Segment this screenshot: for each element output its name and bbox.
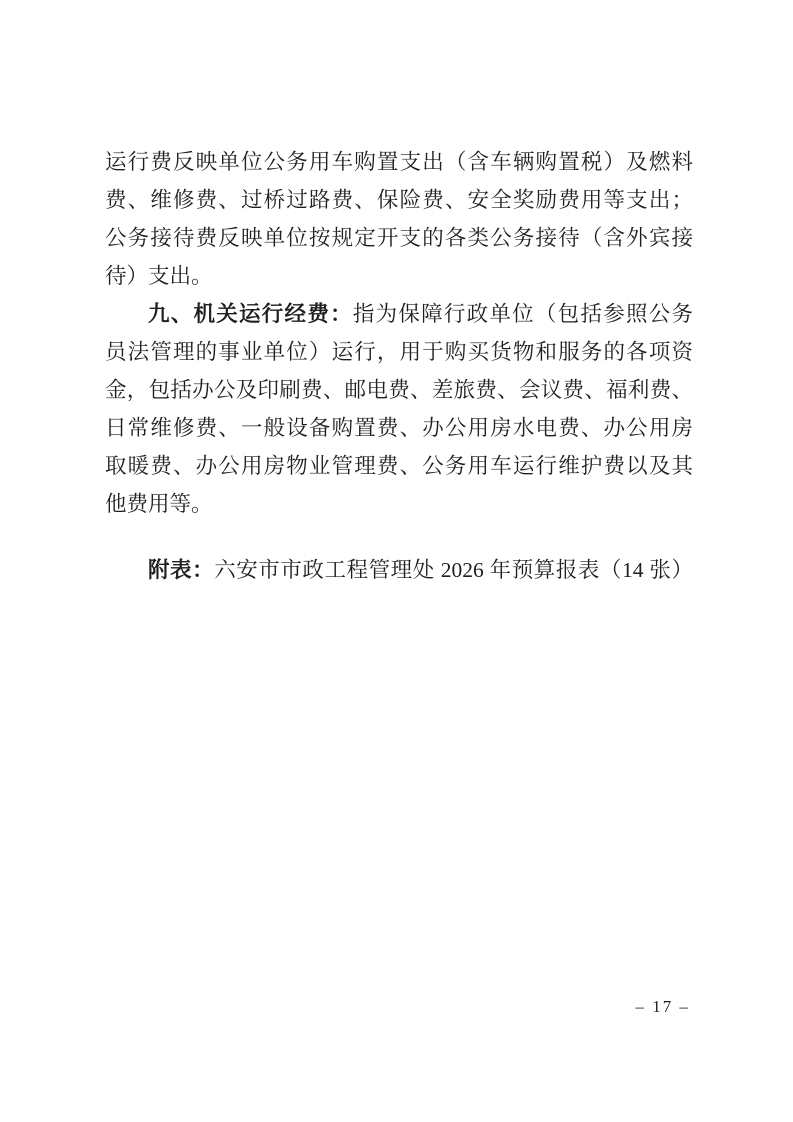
para-agency-operating-funds [105,295,693,523]
para-attachment-note [105,551,693,589]
text-run: 他费用等。 [105,492,213,516]
text-run: 运行费反映单位公务用车购置支出（含车辆购置税）及燃料 [105,150,693,174]
text-run: 金，包括办公及印刷费、邮电费、差旅费、会议费、福利费、 [105,378,693,402]
text-line [105,409,693,447]
text-line [105,371,693,409]
text-line [105,333,693,371]
text-run: 六安市市政工程管理处 2026 年预算报表（14 张） [214,558,693,582]
text-line [105,181,693,219]
bold-lead-in: 九、机关运行经费： [148,302,353,326]
page-number: – 17 – [635,997,690,1016]
text-line [105,143,693,181]
text-run: 指为保障行政单位（包括参照公务 [352,302,693,326]
text-line [105,485,693,523]
para-vehicle-and-reception-fees [105,143,693,295]
text-run: 待）支出。 [105,264,213,288]
text-line [105,219,693,257]
text-run: 日常维修费、一般设备购置费、办公用房水电费、办公用房 [105,416,693,440]
text-line [105,551,693,589]
text-line [105,295,693,333]
text-run: 公务接待费反映单位按规定开支的各类公务接待（含外宾接 [105,226,693,250]
text-run: 费、维修费、过桥过路费、保险费、安全奖励费用等支出； [105,188,693,212]
text-run: 员法管理的事业单位）运行，用于购买货物和服务的各项资 [105,340,693,364]
text-run: 取暖费、办公用房物业管理费、公务用车运行维护费以及其 [105,454,693,478]
document-body [105,143,693,589]
bold-lead-in: 附表： [148,558,215,582]
text-line [105,257,693,295]
text-line [105,447,693,485]
